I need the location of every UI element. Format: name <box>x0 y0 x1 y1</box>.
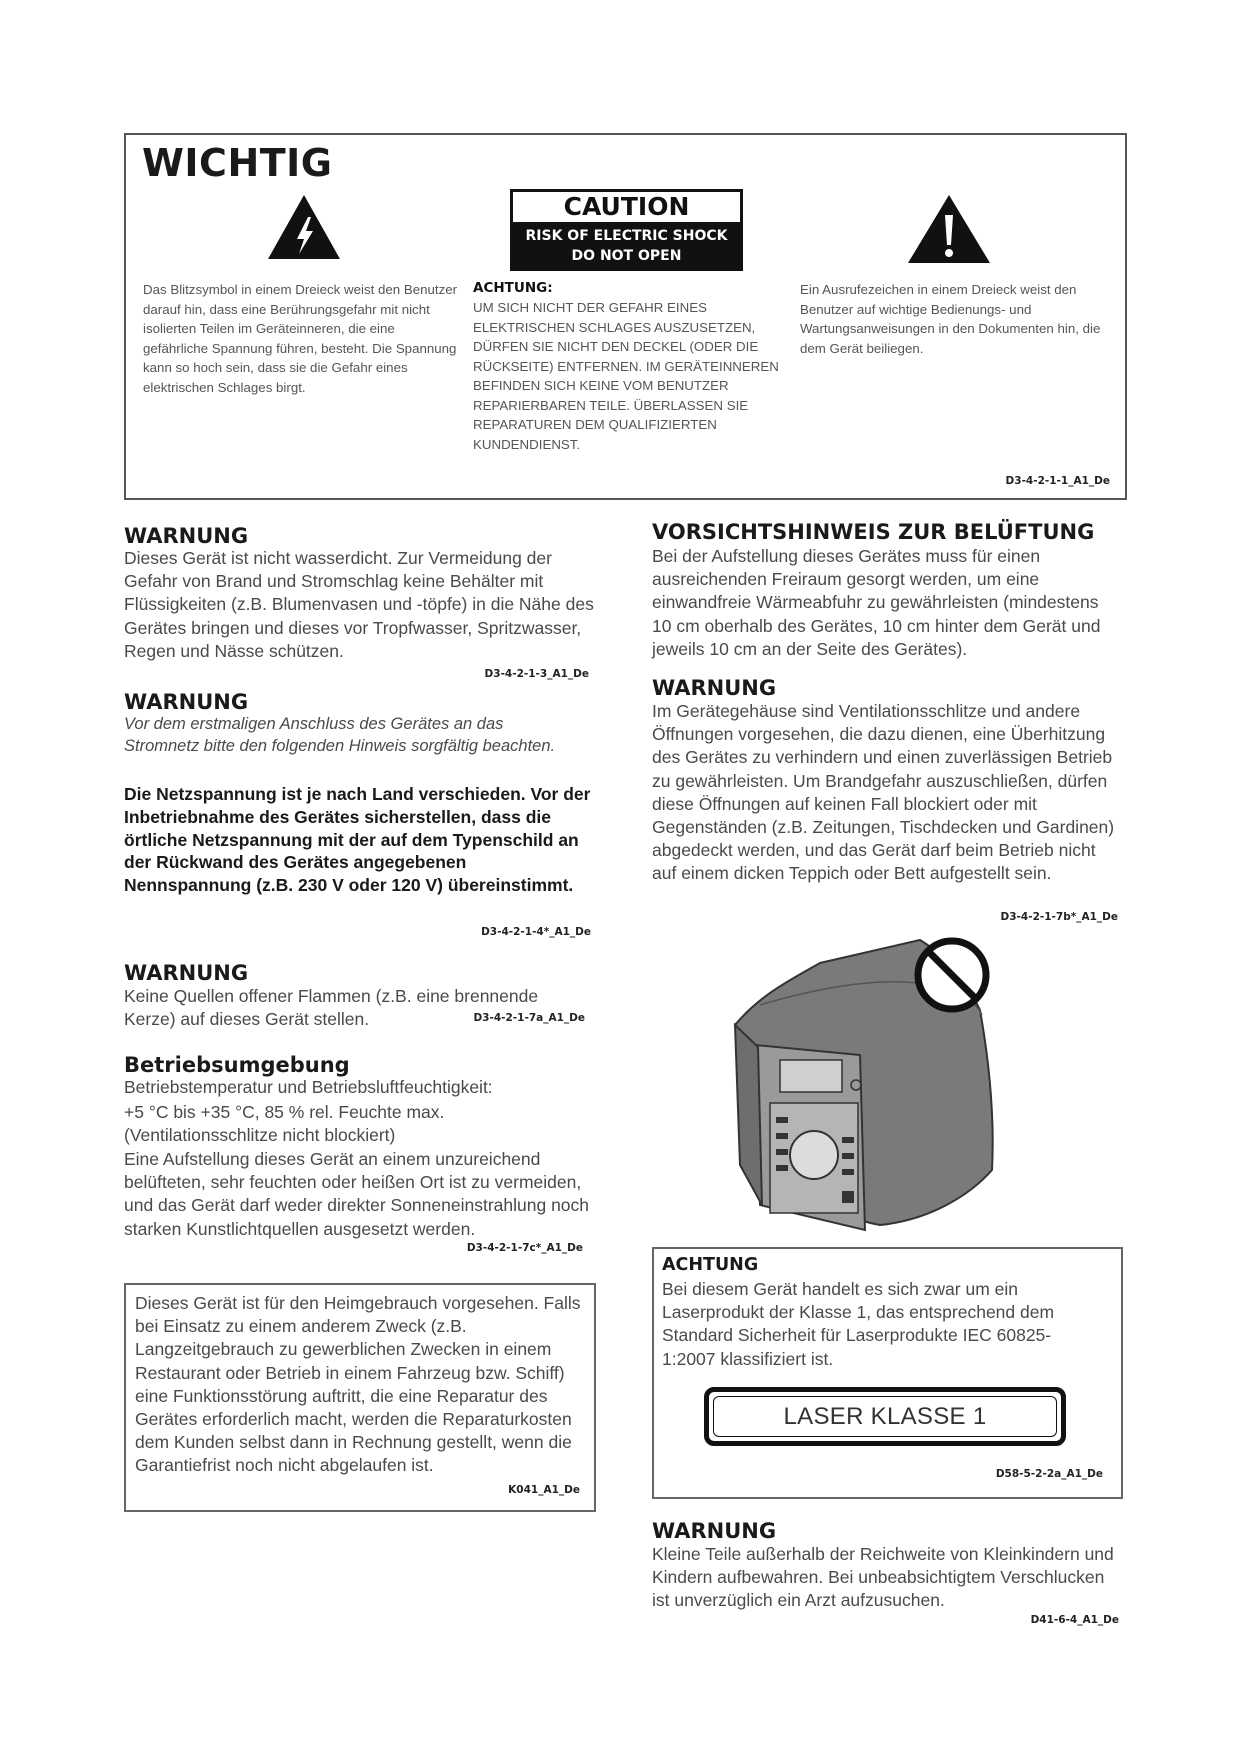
laser-class-label: LASER KLASSE 1 <box>704 1387 1066 1446</box>
warning-heading: WARNUNG <box>124 961 249 985</box>
reference-code: D3-4-2-1-7a_A1_De <box>473 1012 585 1024</box>
home-use-notice-text: Dieses Gerät ist für den Heimgebrauch vorgesehen. Falls bei Einsatz zu einem anderem Zweck (z.B. Langzeitgebrauch zu gewerblichen Zwecken in einem Restaurant oder Betrieb in einem Fahrzeug bzw. Schiff) eine Funktionsstörung auftritt, die eine Reparatur des Gerätes erforderlich macht, werden die Reparaturkosten dem Kunden selbst dann in Rechnung gestellt, wenn die Garantiefrist noch nicht abgelaufen ist. <box>135 1293 581 1476</box>
lightning-symbol-description: Das Blitzsymbol in einem Dreieck weist den Benutzer darauf hin, dass eine Berührungsgefahr mit nicht isolierten Teilen im Geräteinneren, die eine gefährliche Spannung führen, besteht. Die Spannung kann so hoch sein, dass sie die Gefahr eines elektrischen Schlages birgt. <box>143 282 458 395</box>
exclamation-warning-icon <box>906 193 992 265</box>
power-warning-intro: Vor dem erstmaligen Anschluss des Gerätes an das Stromnetz bitte den folgenden Hinweis sorgfältig beachten. <box>124 715 556 755</box>
operating-environment-heading: Betriebsumgebung <box>124 1053 350 1077</box>
achtung-label: ACHTUNG: <box>473 280 553 296</box>
small-parts-warning: Kleine Teile außerhalb der Reichweite von Kleinkindern und Kindern aufbewahren. Bei unbeabsichtigtem Verschlucken ist unverzüglich ein Arzt aufzusuchen. <box>652 1544 1114 1611</box>
exclamation-symbol-description: Ein Ausrufezeichen in einem Dreieck weist den Benutzer auf wichtige Bedienungs- und Wartungsanweisungen in den Dokumenten hin, die dem Gerät beiliegen. <box>800 282 1101 356</box>
caution-risk-text: RISK OF ELECTRIC SHOCK <box>525 228 728 244</box>
operating-conditions-values: +5 °C bis +35 °C, 85 % rel. Feuchte max. (Ventilationsschlitze nicht blockiert) <box>124 1102 445 1146</box>
mains-voltage-warning: Die Netzspannung ist je nach Land verschieden. Vor der Inbetriebnahme des Gerätes sicherstellen, dass die örtliche Netzspannung mit der auf dem Typenschild an der Rückwand des Gerätes angegebenen Nennspannung (z.B. 230 V oder 120 V) übereinstimmt. <box>124 784 591 896</box>
reference-code: D58-5-2-2a_A1_De <box>995 1468 1103 1480</box>
lightning-warning-icon <box>266 193 342 261</box>
achtung-text: UM SICH NICHT DER GEFAHR EINES ELEKTRISCHEN SCHLAGES AUSZUSETZEN, DÜRFEN SIE NICHT DEN DECKEL (ODER DIE RÜCKSEITE) ENTFERNEN. IM GERÄTEINNEREN BEFINDEN SICH KEINE VOM BENUTZER REPARIERBAREN TEILE. ÜBERLASSEN SIE REPARATUREN DEM QUALIFIZIERTEN KUNDENDIENST. <box>473 300 779 452</box>
warning-heading: WARNUNG <box>124 524 249 548</box>
ventilation-heading: VORSICHTSHINWEIS ZUR BELÜFTUNG <box>652 520 1095 544</box>
reference-code: K041_A1_De <box>508 1484 580 1496</box>
covered-device-illustration <box>730 935 1000 1235</box>
reference-code: D3-4-2-1-3_A1_De <box>484 668 589 680</box>
reference-code: D3-4-2-1-7b*_A1_De <box>1000 911 1118 923</box>
caution-do-not-open: DO NOT OPEN <box>571 248 682 264</box>
ventilation-openings-warning: Im Gerätegehäuse sind Ventilationsschlitze und andere Öffnungen vorgesehen, die dazu dienen, eine Überhitzung des Gerätes zu verhindern und einen zuverlässigen Betrieb zu gewährleisten. Um Brandgefahr auszuschließen, dürfen diese Öffnungen auf keinen Fall blockiert oder mit Gegenständen (z.B. Zeitungen, Tischdecken und Gardinen) abgedeckt werden, und das Gerät darf beim Betrieb nicht auf einem dicken Teppich oder Bett aufgestellt sein. <box>652 701 1115 884</box>
operating-conditions-label: Betriebstemperatur und Betriebsluftfeuchtigkeit: <box>124 1077 493 1097</box>
ventilation-text: Bei der Aufstellung dieses Gerätes muss für einen ausreichenden Freiraum gesorgt werden, um eine einwandfreie Wärmeabfuhr zu gewährleisten (mindestens 10 cm oberhalb des Gerätes, 10 cm hinter dem Gerät und jeweils 10 cm an der Seite des Gerätes). <box>652 546 1101 659</box>
laser-notice-text: Bei diesem Gerät handelt es sich zwar um ein Laserprodukt der Klasse 1, das entsprechend dem Standard Sicherheit für Laserprodukte IEC 60825-1:2007 klassifiziert ist. <box>662 1279 1055 1369</box>
warning-heading: WARNUNG <box>652 1519 777 1543</box>
warning-heading: WARNUNG <box>124 690 249 714</box>
wichtig-title: WICHTIG <box>142 141 333 185</box>
reference-code: D3-4-2-1-4*_A1_De <box>481 926 591 938</box>
laser-achtung-heading: ACHTUNG <box>662 1255 759 1275</box>
reference-code: D41-6-4_A1_De <box>1030 1614 1119 1626</box>
open-flame-warning: Keine Quellen offener Flammen (z.B. eine brennende Kerze) auf dieses Gerät stellen. <box>124 986 539 1030</box>
caution-title: CAUTION <box>513 192 740 222</box>
reference-code: D3-4-2-1-7c*_A1_De <box>466 1242 583 1254</box>
warning-heading: WARNUNG <box>652 676 777 700</box>
water-warning-text: Dieses Gerät ist nicht wasserdicht. Zur Vermeidung der Gefahr von Brand und Stromschlag keine Behälter mit Flüssigkeiten (z.B. Blumenvasen und -töpfe) in die Nähe des Gerätes bringen und dieses vor Tropfwasser, Spritzwasser, Regen und Nässe schützen. <box>124 548 594 661</box>
reference-code: D3-4-2-1-1_A1_De <box>1005 475 1110 487</box>
placement-warning-text: Eine Aufstellung dieses Gerät an einem unzureichend belüfteten, sehr feuchten oder heißen Ort ist zu vermeiden, und das Gerät darf weder direkter Sonneneinstrahlung noch starken Kunstlichtquellen ausgesetzt werden. <box>124 1149 590 1239</box>
